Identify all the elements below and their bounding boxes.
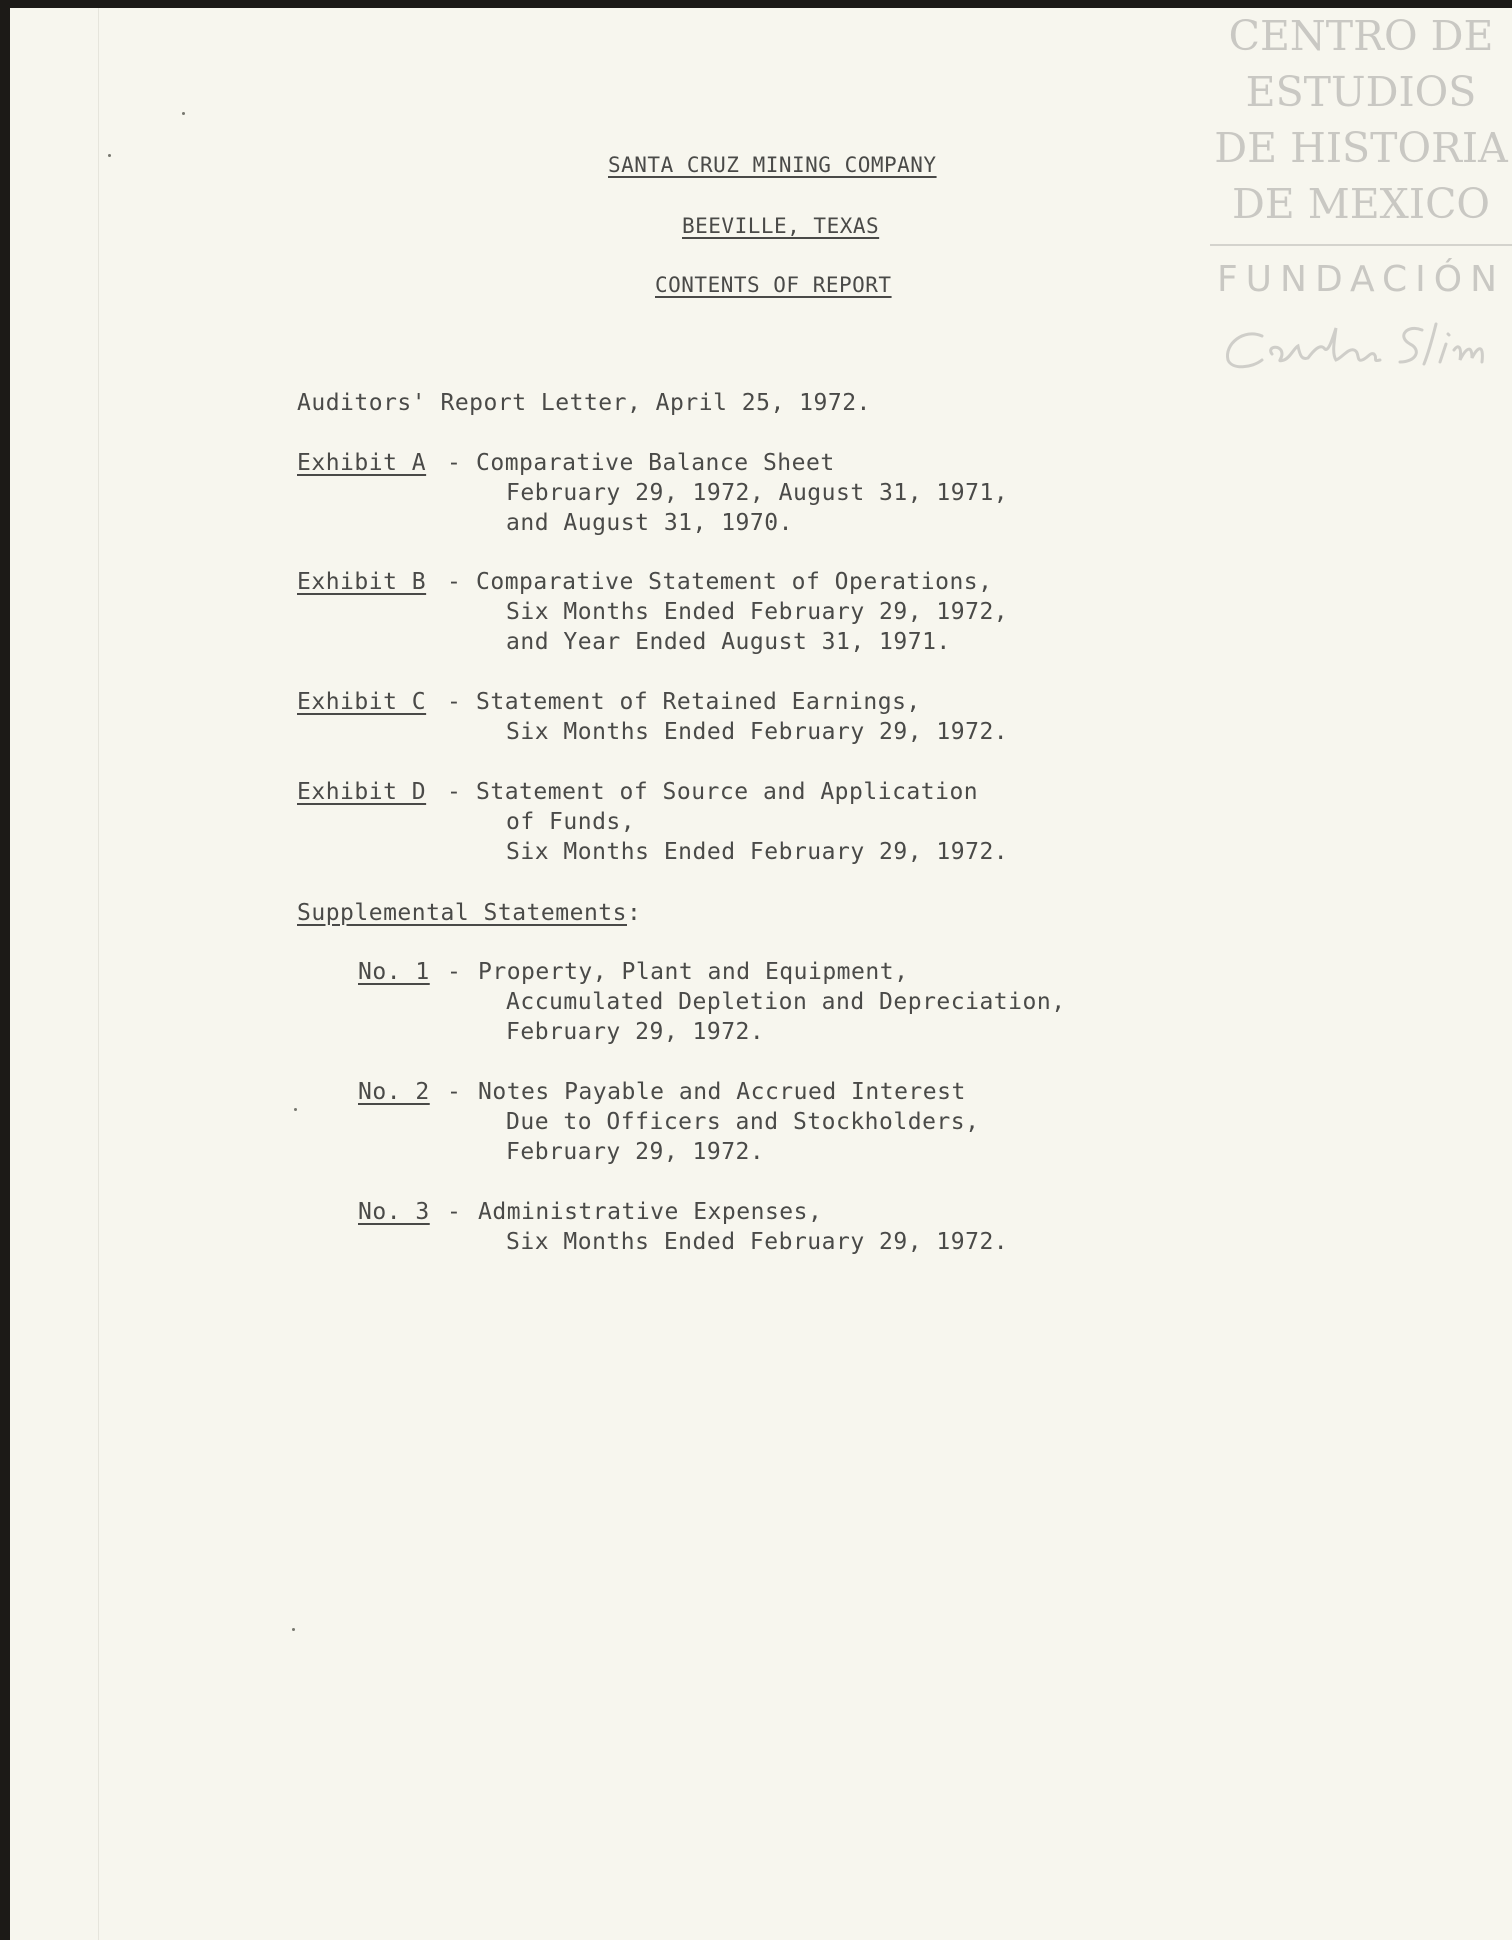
supplemental-3-line: Administrative Expenses, <box>478 1199 823 1225</box>
company-title: SANTA CRUZ MINING COMPANY <box>608 153 937 177</box>
exhibit-dash: - <box>447 450 462 476</box>
scan-speck <box>294 1108 297 1111</box>
supplemental-1-line: Accumulated Depletion and Depreciation, <box>506 989 1066 1015</box>
watermark-divider <box>1210 244 1512 246</box>
supplemental-heading-colon: : <box>627 900 642 926</box>
exhibit-c-line: Statement of Retained Earnings, <box>476 689 921 715</box>
supplemental-1-line: Property, Plant and Equipment, <box>478 959 909 985</box>
scan-speck <box>108 154 111 157</box>
exhibit-c-line: Six Months Ended February 29, 1972. <box>506 719 1009 745</box>
exhibit-b-line: and Year Ended August 31, 1971. <box>506 629 951 655</box>
supplemental-heading-text: Supplemental Statements <box>297 900 627 926</box>
watermark-line: DE HISTORIA <box>1214 124 1508 172</box>
signature-logo-icon <box>1210 310 1512 380</box>
supplemental-3-line: Six Months Ended February 29, 1972. <box>506 1229 1009 1255</box>
supplemental-2-line: Notes Payable and Accrued Interest <box>478 1079 966 1105</box>
watermark-line: DE MEXICO <box>1231 180 1491 228</box>
exhibit-d-line: of Funds, <box>506 809 636 835</box>
exhibit-a-line: and August 31, 1970. <box>506 510 793 536</box>
exhibit-b-label: Exhibit B <box>297 569 427 595</box>
supplemental-2-line: Due to Officers and Stockholders, <box>506 1109 980 1135</box>
supplemental-2-line: February 29, 1972. <box>506 1139 765 1165</box>
supplemental-1-label: No. 1 <box>358 959 430 985</box>
location-title: BEEVILLE, TEXAS <box>682 214 880 238</box>
exhibit-dash: - <box>447 689 462 715</box>
exhibit-a-line: February 29, 1972, August 31, 1971, <box>506 480 1009 506</box>
watermark-foundation: FUNDACIÓN <box>1216 259 1506 300</box>
exhibit-c-label: Exhibit C <box>297 689 427 715</box>
supplemental-heading <box>297 898 641 928</box>
supplemental-dash: - <box>447 959 462 985</box>
scan-speck <box>292 1628 295 1631</box>
archive-watermark <box>1210 8 1512 384</box>
exhibit-a-line: Comparative Balance Sheet <box>476 450 835 476</box>
scan-speck <box>182 112 185 115</box>
supplemental-dash: - <box>447 1199 462 1225</box>
supplemental-2-label: No. 2 <box>358 1079 430 1105</box>
document-page <box>10 8 1512 1940</box>
exhibit-d-line: Statement of Source and Application <box>476 779 979 805</box>
auditors-letter-entry: Auditors' Report Letter, April 25, 1972. <box>297 390 871 416</box>
exhibit-dash: - <box>447 779 462 805</box>
exhibit-b-line: Comparative Statement of Operations, <box>476 569 993 595</box>
exhibit-b-line: Six Months Ended February 29, 1972, <box>506 599 1009 625</box>
exhibit-dash: - <box>447 569 462 595</box>
exhibit-a-label: Exhibit A <box>297 450 427 476</box>
exhibit-d-line: Six Months Ended February 29, 1972. <box>506 839 1009 865</box>
supplemental-dash: - <box>447 1079 462 1105</box>
supplemental-3-label: No. 3 <box>358 1199 430 1225</box>
supplemental-1-line: February 29, 1972. <box>506 1019 765 1045</box>
margin-rule <box>98 8 99 1940</box>
exhibit-d-label: Exhibit D <box>297 779 427 805</box>
report-heading: CONTENTS OF REPORT <box>655 273 892 297</box>
watermark-line: ESTUDIOS <box>1245 68 1477 116</box>
watermark-line: CENTRO DE <box>1228 12 1494 60</box>
